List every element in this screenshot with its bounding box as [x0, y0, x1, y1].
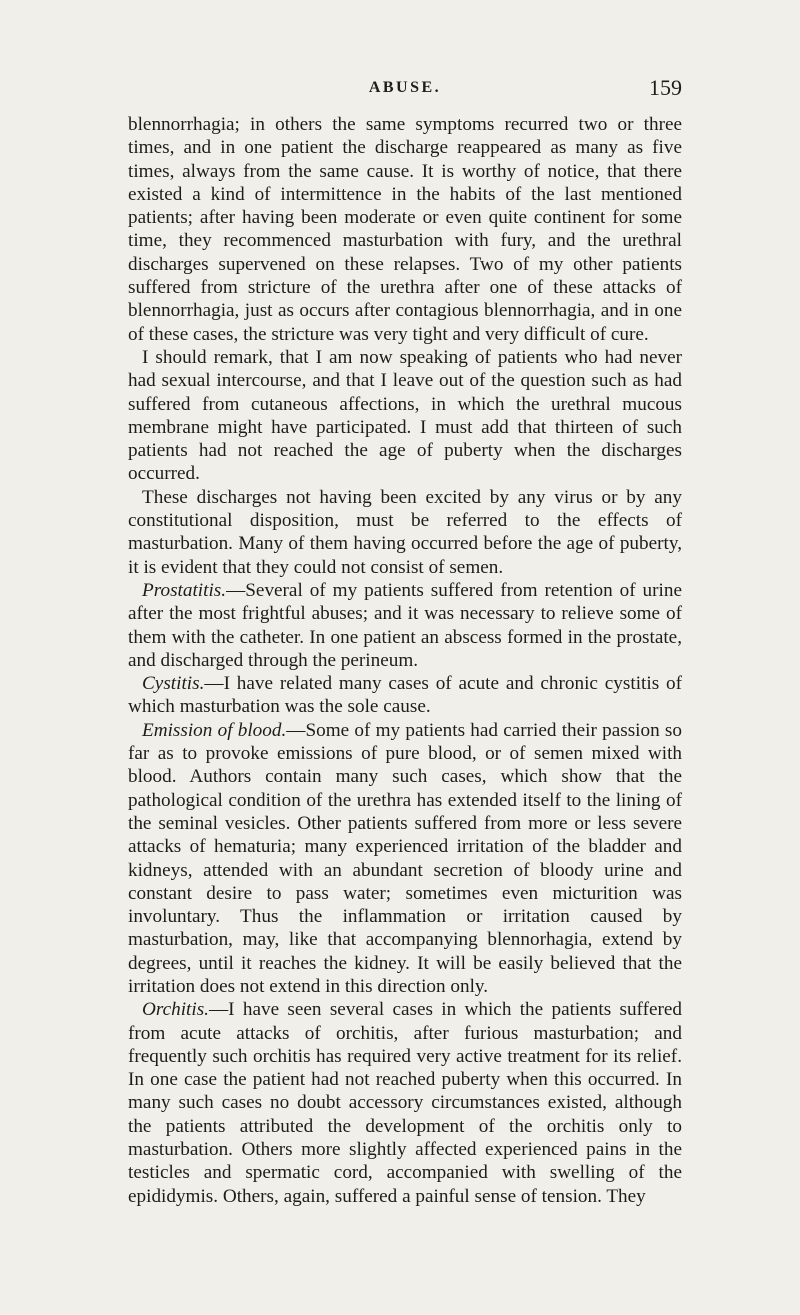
- section-heading: Orchitis.: [142, 999, 209, 1021]
- page-number: 159: [649, 75, 682, 100]
- body-text: [128, 113, 682, 1208]
- section-heading: Emission of blood.: [142, 719, 287, 741]
- paragraph: Cystitis.—I have related many cases of acute and chronic cystitis of which masturbation was the sole cause.: [128, 673, 682, 718]
- paragraph: I should remark, that I am now speaking of patients who had never had sexual intercourse, and that I leave out of the question such as had suffered from cutaneous affections, in which the urethral mucous membrane might have participated. I must add that thirteen of such patients had not reached the age of puberty when the discharges occurred.: [128, 346, 682, 485]
- paragraph: These discharges not having been excited by any virus or by any constitutional disposition, must be referred to the effects of masturbation. Many of them having occurred before the age of puberty, it is evident that they could not consist of semen.: [128, 486, 682, 578]
- paragraph: blennorrhagia; in others the same symptoms recurred two or three times, and in one patient the discharge reappeared as many as five times, always from the same cause. It is worthy of notice, that there existed a kind of intermittence in the habits of the last mentioned patients; after having been moderate or even quite continent for some time, they recommenced masturbation with fury, and the urethral discharges supervened on these relapses. Two of my other patients suffered from stricture of the urethra after one of these attacks of blennorrhagia, just as occurs after contagious blennorrhagia, and in one of these cases, the stricture was very tight and very difficult of cure.: [128, 114, 682, 345]
- page-header: [128, 75, 682, 101]
- section-heading: Cystitis.: [142, 673, 205, 695]
- paragraph: Orchitis.—I have seen several cases in which the patients suffered from acute attacks of orchitis, after furious masturbation; and frequently such orchitis has required very active treatment for its relief. In one case the patient had not reached puberty when this occurred. In many such cases no doubt accessory circumstances existed, although the patients attributed the development of the orchitis only to masturbation. Others more slightly affected experienced pains in the testicles and spermatic cord, accompanied with swelling of the epididymis. Others, again, suffered a painful sense of tension. They: [128, 999, 682, 1207]
- paragraph: Prostatitis.—Several of my patients suffered from retention of urine after the most frightful abuses; and it was necessary to relieve some of them with the catheter. In one patient an abscess formed in the prostate, and discharged through the perineum.: [128, 579, 682, 671]
- section-heading: Prostatitis.: [142, 579, 227, 601]
- running-head: ABUSE.: [368, 79, 442, 96]
- paragraph: Emission of blood.—Some of my patients had carried their passion so far as to provoke emissions of pure blood, or of semen mixed with blood. Authors contain many such cases, which show that the pathological condition of the urethra has extended itself to the lining of the seminal vesicles. Other patients suffered from more or less severe attacks of hematuria; many experienced irritation of the bladder and kidneys, attended with an abundant secretion of bloody urine and constant desire to pass water; sometimes even micturition was involuntary. Thus the inflammation or irritation caused by masturbation, may, like that accompanying blennorhagia, extend by degrees, until it reaches the kidney. It will be easily believed that the irritation does not extend in this direction only.: [128, 719, 682, 997]
